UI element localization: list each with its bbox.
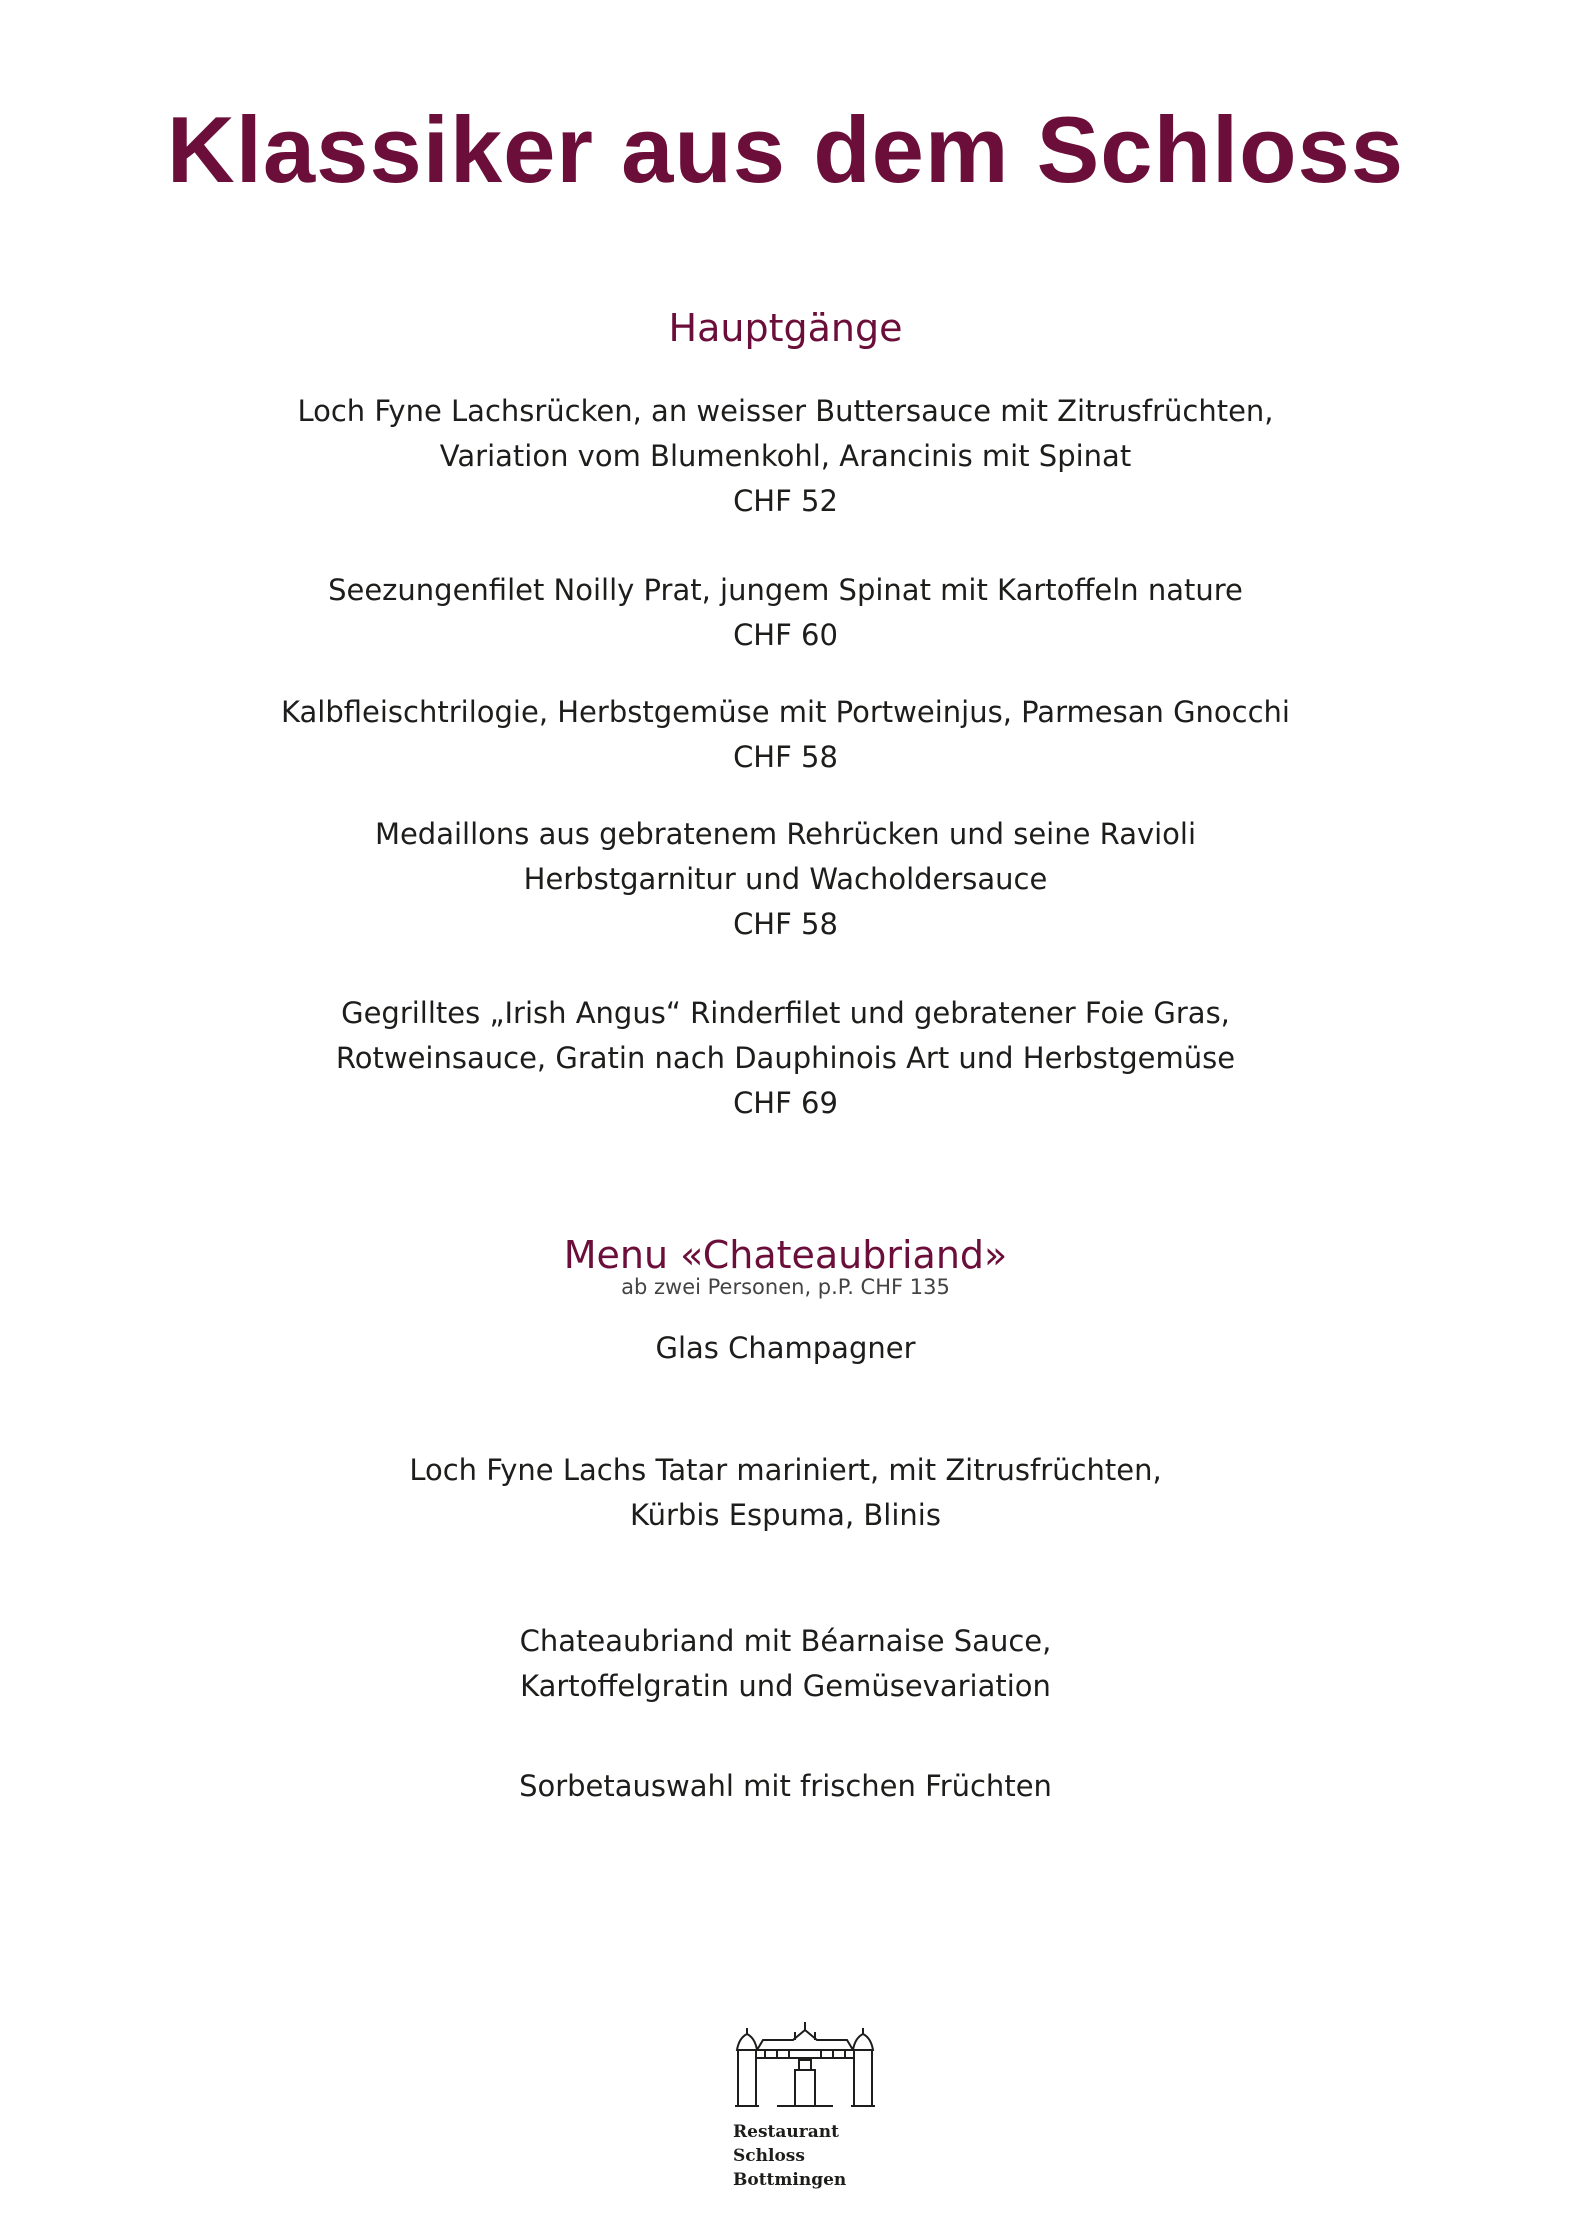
course-description-line: Glas Champagner bbox=[655, 1331, 916, 1365]
dish-price: CHF 58 bbox=[733, 740, 838, 774]
dish-price: CHF 60 bbox=[733, 618, 838, 652]
dish-item bbox=[0, 389, 1571, 524]
menu-course bbox=[0, 1764, 1571, 1809]
menu-course bbox=[0, 1619, 1571, 1709]
dish-item bbox=[0, 812, 1571, 947]
logo-line: Restaurant bbox=[733, 2122, 839, 2142]
course-description-line: Kürbis Espuma, Blinis bbox=[630, 1498, 941, 1532]
course-description-line: Kartoffelgratin und Gemüsevariation bbox=[520, 1669, 1051, 1703]
dish-price: CHF 52 bbox=[733, 484, 838, 518]
menu-subheading: ab zwei Personen, p.P. CHF 135 bbox=[621, 1275, 950, 1299]
dish-item bbox=[0, 690, 1571, 780]
page-title: Klassiker aus dem Schloss bbox=[166, 97, 1405, 202]
course-description-line: Loch Fyne Lachs Tatar mariniert, mit Zitrusfrüchten, bbox=[409, 1453, 1162, 1487]
dish-description-line: Medaillons aus gebratenem Rehrücken und seine Ravioli bbox=[374, 817, 1197, 851]
dish-item bbox=[0, 568, 1571, 658]
dish-description-line: Gegrilltes „Irish Angus“ Rinderfilet und gebratener Foie Gras, bbox=[341, 996, 1230, 1030]
dish-description-line: Kalbfleischtrilogie, Herbstgemüse mit Portweinjus, Parmesan Gnocchi bbox=[281, 695, 1290, 729]
dish-description-line: Herbstgarnitur und Wacholdersauce bbox=[523, 862, 1048, 896]
logo-line: Bottmingen bbox=[733, 2170, 847, 2190]
section-heading-menu: Menu «Chateaubriand» bbox=[563, 1233, 1008, 1277]
course-description-line: Chateaubriand mit Béarnaise Sauce, bbox=[519, 1624, 1052, 1658]
dish-description-line: Seezungenfilet Noilly Prat, jungem Spinat mit Kartoffeln nature bbox=[328, 573, 1243, 607]
menu-course bbox=[0, 1326, 1571, 1371]
dish-description-line: Variation vom Blumenkohl, Arancinis mit Spinat bbox=[439, 439, 1132, 473]
dish-price: CHF 69 bbox=[733, 1086, 838, 1120]
dish-item bbox=[0, 991, 1571, 1126]
castle-icon bbox=[733, 2020, 878, 2112]
restaurant-logo bbox=[733, 2020, 893, 2195]
course-description-line: Sorbetauswahl mit frischen Früchten bbox=[519, 1769, 1052, 1803]
dish-description-line: Loch Fyne Lachsrücken, an weisser Buttersauce mit Zitrusfrüchten, bbox=[297, 394, 1274, 428]
logo-line: Schloss bbox=[733, 2146, 805, 2166]
dish-price: CHF 58 bbox=[733, 907, 838, 941]
dish-description-line: Rotweinsauce, Gratin nach Dauphinois Art und Herbstgemüse bbox=[335, 1041, 1236, 1075]
section-heading-main-courses: Hauptgänge bbox=[668, 306, 903, 350]
menu-course bbox=[0, 1448, 1571, 1538]
logo-text bbox=[733, 2120, 846, 2192]
